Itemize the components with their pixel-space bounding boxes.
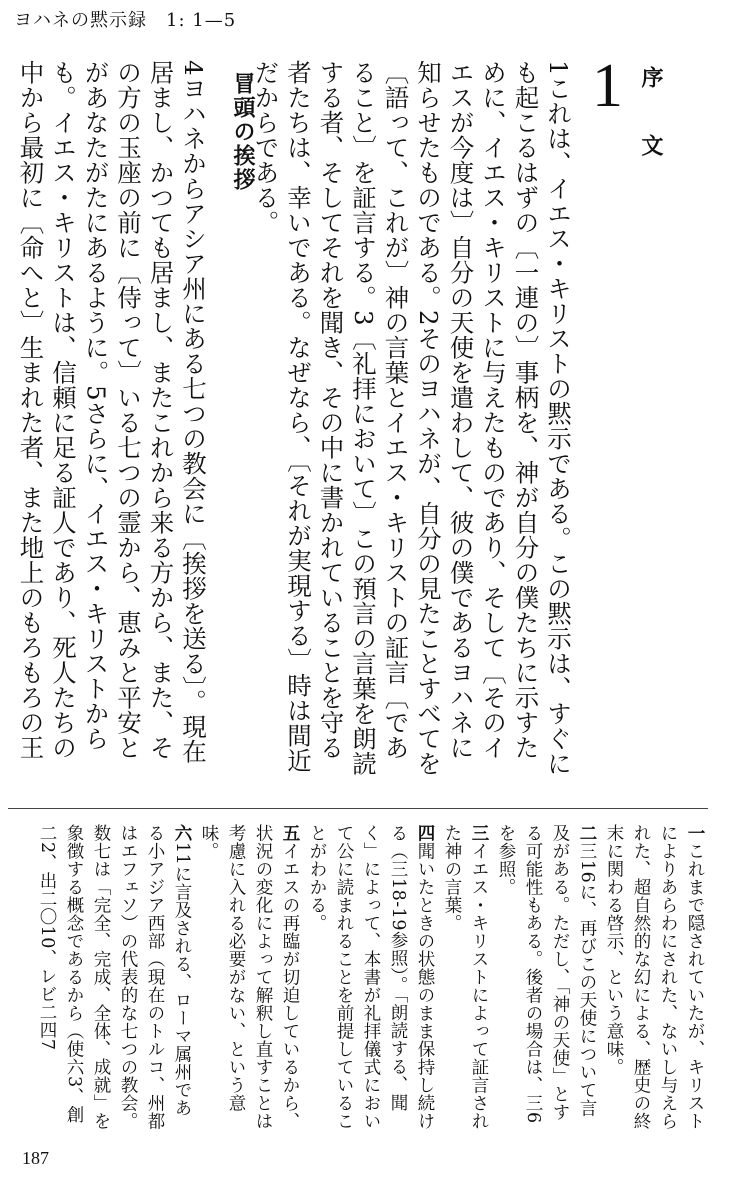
- footnote-mark: 六: [172, 824, 192, 842]
- greeting-paragraph: 4ヨハネからアシア州にある七つの教会に〔挨拶を送る〕。現在居まし、かつても居まし、またこれから来る方から、また、その方の玉座の前に〔侍って〕いる七つの霊から、恵みと平安とがあなたがたにあるように。5さらに、イエス・キリストからも。イエス・キリストは、信頼に足る証人であり、死人たちの中から最初に〔命へと〕生まれた者、また地上のもろもろの王: [16, 60, 208, 764]
- footnote-item: [195, 824, 303, 1134]
- footnote-divider: [8, 808, 708, 809]
- footnote-text: 11に言及される、ローマ属州である小アジア西部（現在のトルコ、州都はエフェソ）の代表的な七つの教会。数七は「完全、完成、全体、成就」を象徴する概念であるから（使六3、創二2、出二〇10、レビ二四7: [37, 824, 192, 1130]
- footnotes-block: [8, 824, 708, 1134]
- footnote-item: [600, 824, 708, 1134]
- footnote-item: [33, 824, 195, 1134]
- footnote-text: イエスの再臨が切迫しているから、状況の変化によって解釈し直すことは考慮に入れる必要がない、という意味。: [199, 824, 300, 1130]
- footnote-item: [303, 824, 438, 1134]
- footnote-item: [438, 824, 492, 1134]
- section-title-preface: 序 文: [638, 66, 664, 168]
- footnote-item: [492, 824, 600, 1134]
- footnote-text: これまで隠されていたが、キリストによりあらわにされた、ないし与えられた、超自然的な幻による、歴史の終末に関わる啓示、という意味。: [604, 824, 705, 1130]
- chapter-number: 1: [592, 52, 623, 120]
- footnote-mark: 五: [280, 824, 300, 842]
- running-header: ヨハネの黙示録 1: 1—5: [14, 10, 237, 31]
- footnote-mark: 三: [469, 824, 489, 842]
- section-title-greeting: 冒頭の挨拶: [230, 72, 256, 192]
- main-text-block: [6, 60, 636, 780]
- footnote-mark: 四: [415, 824, 435, 842]
- footnote-text: イエス・キリストによって証言された神の言葉。: [442, 824, 489, 1130]
- page-number: 187: [22, 1148, 49, 1168]
- footnote-mark: 二: [577, 824, 597, 842]
- footnote-text: 聞いたときの状態のまま保持し続ける（三18‐19参照）。「朗読する、聞く」によって、本書が礼拝儀式において公に読まれることを前提していることがわかる。: [307, 824, 435, 1130]
- footnote-text: 三16に、再びこの天使について言及がある。ただし、「神の天使」とする可能性もある。後者の場合は、三6を参照。: [496, 824, 597, 1124]
- preface-paragraph: 1これは、イエス・キリストの黙示である。この黙示は、すぐにも起こるはずの〔一連の〕事柄を、神が自分の僕たちに示すために、イエス・キリストに与えたものであり、そして〔そのイエスが今度は〕自分の天使を遣わして、彼の僕であるヨハネに知らせたものである。2そのヨハネが、自分の見たことすべてを〔語って、これが〕神の言葉とイエス・キリストの証言〔であること〕を証言する。3〔礼拝において〕この預言の言葉を朗読する者、そしてそれを聞き、その中に書かれていることを守る者たちは、幸いである。なぜなら、〔それが実現する〕時は間近だからである。: [251, 60, 573, 777]
- footnote-mark: 一: [685, 824, 705, 842]
